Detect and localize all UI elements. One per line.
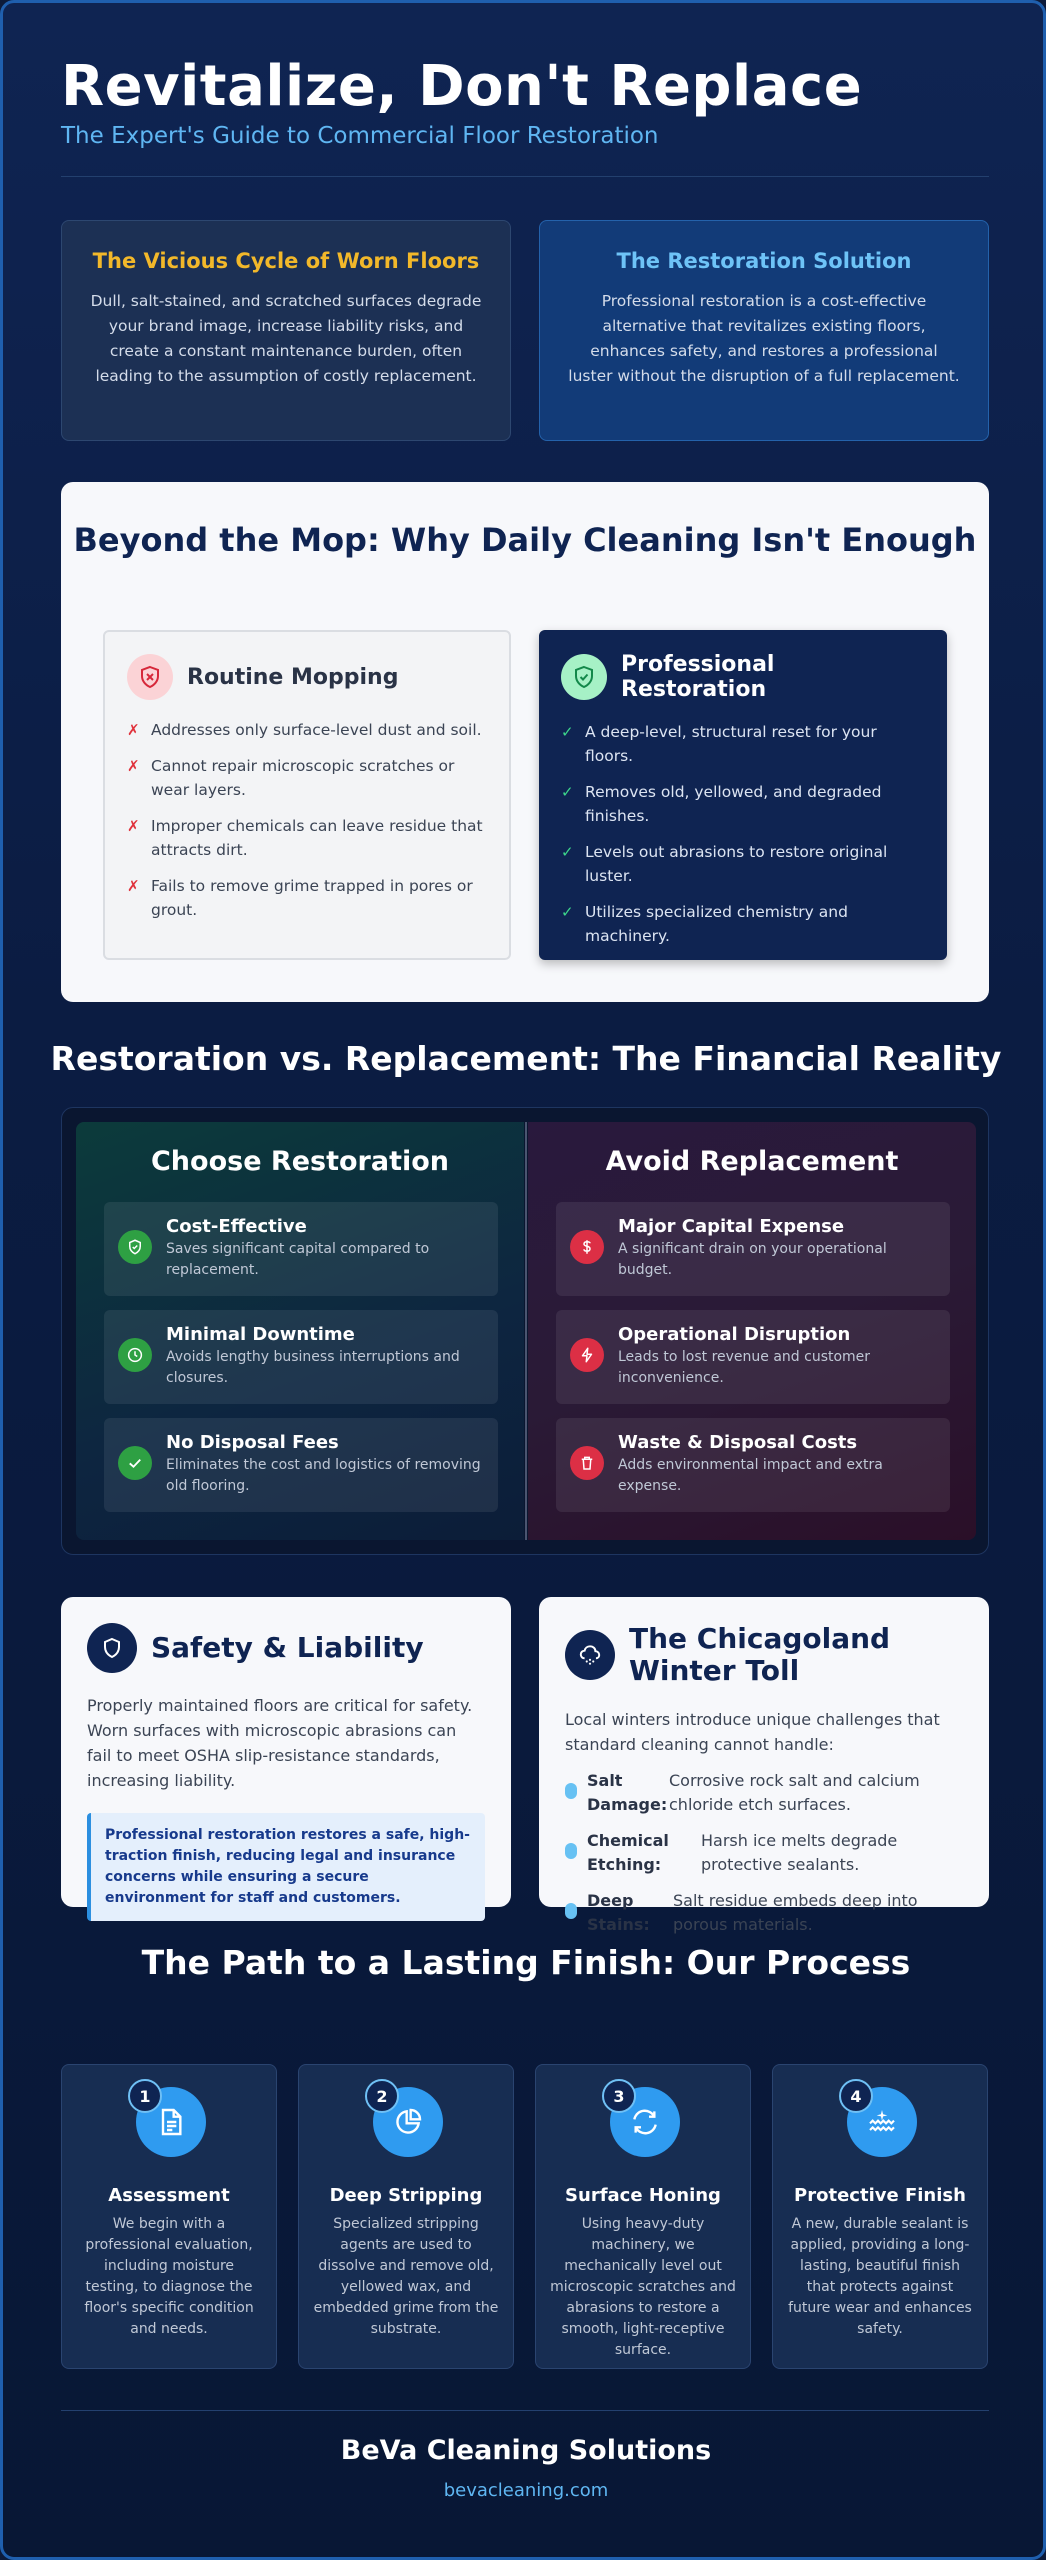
footer-divider <box>61 2410 989 2411</box>
dollar-icon <box>570 1230 604 1264</box>
x-mark-icon: ✗ <box>127 817 140 835</box>
choose-restoration-title: Choose Restoration <box>150 1146 449 1177</box>
page-title: Revitalize, Don't Replace <box>61 54 863 119</box>
list-item: ✓ Levels out abrasions to restore original luster. <box>561 840 925 888</box>
shield-check-icon <box>118 1230 152 1264</box>
shield-icon <box>87 1623 137 1673</box>
step-number: 1 <box>128 2079 162 2113</box>
step-description: Specialized stripping agents are used to dissolve and remove old, yellowed wax, and embedded grime from the substrate. <box>313 2216 499 2337</box>
step-description: A new, durable sealant is applied, providing a long-lasting, beautiful finish that protects against future wear and enhances safety. <box>788 2216 972 2337</box>
step-number: 3 <box>602 2079 636 2113</box>
drawback-item: Waste & Disposal Costs Adds environmental impact and extra expense. <box>556 1418 950 1512</box>
company-website-link[interactable]: bevacleaning.com <box>443 2480 609 2501</box>
check-icon <box>118 1446 152 1480</box>
column-divider <box>525 1122 527 1540</box>
list-item: ✗ Cannot repair microscopic scratches or wear layers. <box>127 754 487 802</box>
step-title: Protective Finish <box>794 2185 966 2206</box>
drawback-item: Major Capital Expense A significant drain on your operational budget. <box>556 1202 950 1296</box>
winter-card <box>539 1597 989 1934</box>
process-step-deep-stripping <box>298 2064 514 2369</box>
beyond-the-mop-section <box>61 482 989 1002</box>
step-title: Surface Honing <box>565 2185 721 2206</box>
routine-mopping-card <box>103 630 511 960</box>
process-step-protective-finish <box>772 2064 988 2369</box>
list-item: ✗ Fails to remove grime trapped in pores or grout. <box>127 874 487 922</box>
safety-text: Properly maintained floors are critical for safety. Worn surfaces with microscopic abrasions can fail to meet OSHA slip-resistance standards, increasing liability. <box>87 1696 473 1790</box>
problem-card <box>61 220 511 441</box>
problem-title: The Vicious Cycle of Worn Floors <box>92 249 480 273</box>
bullet-dot <box>565 1843 577 1859</box>
x-mark-icon: ✗ <box>127 877 140 895</box>
step-title: Deep Stripping <box>329 2185 483 2206</box>
check-mark-icon: ✓ <box>561 783 574 801</box>
check-mark-icon: ✓ <box>561 843 574 861</box>
safety-title: Safety & Liability <box>151 1631 424 1664</box>
clock-icon <box>118 1338 152 1372</box>
list-item: ✓ A deep-level, structural reset for your floors. <box>561 720 925 768</box>
bullet-dot <box>565 1783 577 1799</box>
avoid-replacement-column <box>528 1122 976 1540</box>
process-step-assessment <box>61 2064 277 2369</box>
financial-comparison <box>61 1107 989 1555</box>
step-number: 4 <box>839 2079 873 2113</box>
snow-cloud-icon <box>565 1630 615 1680</box>
beyond-title: Beyond the Mop: Why Daily Cleaning Isn't Enough <box>73 521 977 559</box>
solution-text: Professional restoration is a cost-effective alternative that revitalizes existing floors, enhances safety, and restores a professional luster without the disruption of a full replacement. <box>568 292 960 385</box>
list-item: ✓ Utilizes specialized chemistry and machinery. <box>561 900 925 948</box>
check-mark-icon: ✓ <box>561 903 574 921</box>
list-item: ✗ Improper chemicals can leave residue that attracts dirt. <box>127 814 487 862</box>
problem-text: Dull, salt-stained, and scratched surfaces degrade your brand image, increase liability risks, and create a constant maintenance burden, often leading to the assumption of costly replacement. <box>90 292 482 385</box>
winter-title: The Chicagoland Winter Toll <box>629 1622 891 1687</box>
x-mark-icon: ✗ <box>127 757 140 775</box>
check-mark-icon: ✓ <box>561 723 574 741</box>
hero-header <box>61 55 991 149</box>
professional-restoration-title: Professional Restoration <box>621 652 775 702</box>
x-mark-icon: ✗ <box>127 721 140 739</box>
list-item: ✗ Addresses only surface-level dust and soil. <box>127 718 487 742</box>
winter-item: Salt Damage: Corrosive rock salt and calcium chloride etch surfaces. <box>565 1769 963 1817</box>
benefit-item: Minimal Downtime Avoids lengthy business interruptions and closures. <box>104 1310 498 1404</box>
company-name: BeVa Cleaning Solutions <box>340 2435 712 2466</box>
professional-restoration-card <box>539 630 947 960</box>
solution-title: The Restoration Solution <box>616 249 912 273</box>
step-description: We begin with a professional evaluation, including moisture testing, to diagnose the floor's specific condition and needs. <box>84 2216 254 2337</box>
step-description: Using heavy-duty machinery, we mechanically level out microscopic scratches and abrasions to restore a smooth, light-receptive surface. <box>550 2216 736 2358</box>
winter-item: Chemical Etching: Harsh ice melts degrade protective sealants. <box>565 1829 963 1877</box>
winter-text: Local winters introduce unique challenges that standard cleaning cannot handle: <box>565 1710 940 1754</box>
shield-check-icon <box>561 654 607 700</box>
lightning-icon <box>570 1338 604 1372</box>
step-title: Assessment <box>108 2185 230 2206</box>
financial-section-title: Restoration vs. Replacement: The Financial Reality <box>50 1039 1002 1078</box>
header-divider <box>61 176 989 177</box>
page-subtitle: The Expert's Guide to Commercial Floor Restoration <box>61 123 659 149</box>
bullet-dot <box>565 1903 577 1919</box>
solution-card <box>539 220 989 441</box>
safety-card <box>61 1597 511 1907</box>
process-step-surface-honing <box>535 2064 751 2369</box>
shield-x-icon <box>127 654 173 700</box>
safety-callout: Professional restoration restores a safe, high-traction finish, reducing legal and insurance concerns while ensuring a secure environment for staff and customers. <box>87 1813 485 1921</box>
winter-item: Deep Stains: Salt residue embeds deep into porous materials. <box>565 1889 963 1937</box>
avoid-replacement-title: Avoid Replacement <box>605 1146 899 1177</box>
choose-restoration-column <box>76 1122 524 1540</box>
process-section-title: The Path to a Lasting Finish: Our Process <box>141 1943 911 1982</box>
routine-mopping-title: Routine Mopping <box>187 664 399 690</box>
list-item: ✓ Removes old, yellowed, and degraded finishes. <box>561 780 925 828</box>
step-number: 2 <box>365 2079 399 2113</box>
benefit-item: No Disposal Fees Eliminates the cost and logistics of removing old flooring. <box>104 1418 498 1512</box>
drawback-item: Operational Disruption Leads to lost revenue and customer inconvenience. <box>556 1310 950 1404</box>
trash-icon <box>570 1446 604 1480</box>
benefit-item: Cost-Effective Saves significant capital compared to replacement. <box>104 1202 498 1296</box>
